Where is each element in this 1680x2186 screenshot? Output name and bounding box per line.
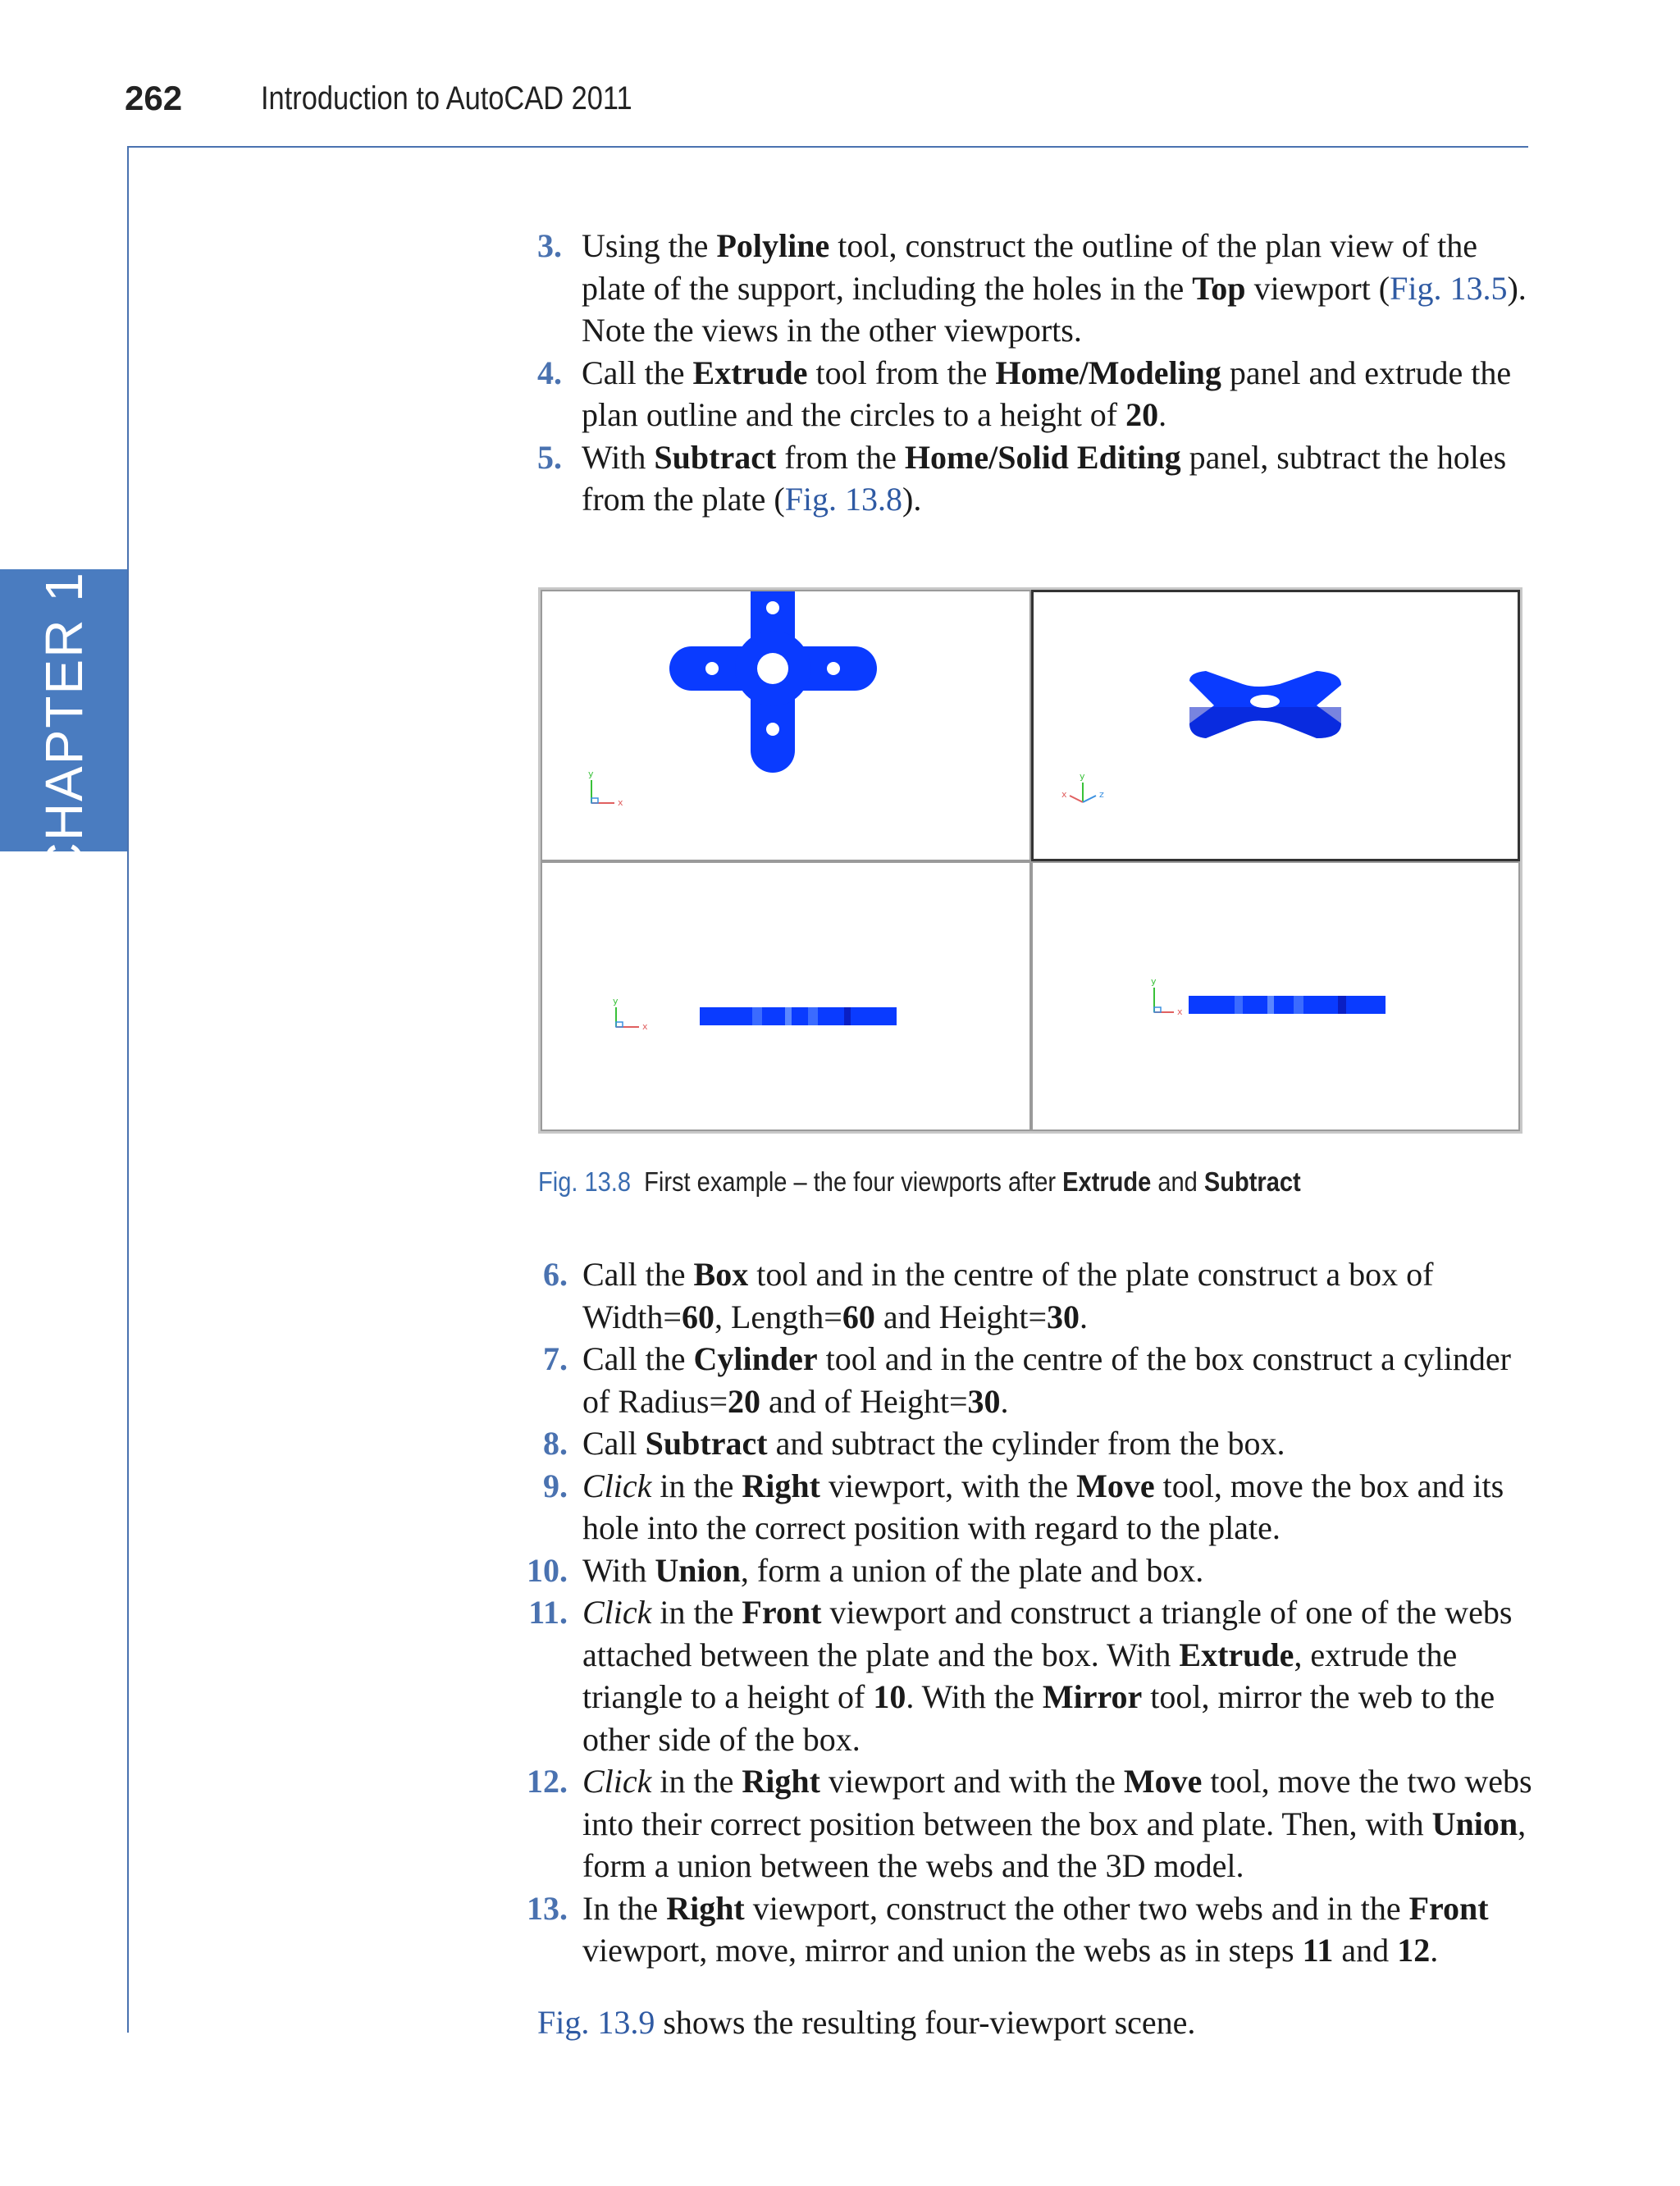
ucs-x-label: x xyxy=(618,797,623,808)
step-bold-term: 20 xyxy=(1125,396,1159,433)
caption-and: and xyxy=(1151,1166,1204,1197)
step-text: tool and in the centre of the box construct a cylinder of Radius xyxy=(582,1340,1511,1420)
step-text: = xyxy=(1028,1298,1048,1335)
step-bold-term: 30 xyxy=(1047,1298,1080,1335)
ucs-y-label: y xyxy=(1151,976,1157,987)
step-bold-term: 12 xyxy=(1397,1932,1431,1969)
step-bold-term: 20 xyxy=(728,1382,760,1420)
step-text: , Length xyxy=(714,1298,824,1335)
step-text: viewport and with the xyxy=(819,1763,1124,1800)
step-text: viewport ( xyxy=(1245,269,1390,307)
step-text: tool, move the two webs into their correct position between the box and plate. Then, with xyxy=(582,1763,1532,1842)
step-text: tool from the xyxy=(807,354,996,391)
step-text: . xyxy=(1000,1382,1009,1420)
step-text: in the xyxy=(651,1763,742,1800)
step-number: 13. xyxy=(527,1889,568,1927)
step-bold-term: Top xyxy=(1192,269,1246,307)
step-text: viewport, with the xyxy=(819,1467,1077,1504)
step-bold-term: Extrude xyxy=(692,354,808,391)
step-bold-term: 10 xyxy=(873,1678,906,1715)
ucs-x-label: x xyxy=(1061,789,1067,800)
step-number: 11. xyxy=(528,1594,568,1631)
step-text: in the xyxy=(651,1467,742,1504)
ucs-z-label: z xyxy=(1099,789,1104,800)
viewport-front[interactable] xyxy=(541,861,1031,1131)
header-rule xyxy=(127,146,1528,148)
step-text: ). Note the views in the other viewports. xyxy=(582,269,1527,349)
step-text: . xyxy=(1430,1932,1439,1969)
step-bold-term: Move xyxy=(1076,1467,1155,1504)
margin-rule xyxy=(127,146,129,2033)
plate-front-elevation xyxy=(700,1007,897,1025)
step-text: . xyxy=(1158,396,1167,433)
step-bold-term: Subtract xyxy=(654,438,777,476)
step-italic-term: Click xyxy=(582,1763,652,1800)
step-text: viewport and construct a triangle of one of the webs attached between the plate and the box. With xyxy=(582,1594,1513,1673)
step-bold-term: Union xyxy=(1431,1805,1518,1842)
step-number: 8. xyxy=(543,1425,568,1462)
step-bold-term: Cylinder xyxy=(693,1340,818,1377)
step-text: = xyxy=(663,1298,682,1335)
step-item xyxy=(525,1253,1534,1338)
step-item xyxy=(537,225,1534,352)
step-bold-term: 60 xyxy=(681,1298,714,1335)
chapter-tab xyxy=(0,540,127,881)
step-item xyxy=(525,1422,1534,1465)
step-bold-term: Subtract xyxy=(645,1425,768,1462)
running-title: Introduction to AutoCAD 2011 xyxy=(261,80,632,116)
step-text: ). xyxy=(902,481,922,518)
step-text: tool, mirror the web to the other side of the box. xyxy=(582,1678,1495,1758)
caption-text: First example – the four viewports after xyxy=(644,1166,1063,1197)
step-text: in the xyxy=(651,1594,742,1631)
step-bold-term: Polyline xyxy=(716,227,830,264)
step-number: 5. xyxy=(537,438,562,476)
ucs-y-label: y xyxy=(588,769,594,779)
step-item xyxy=(525,1591,1534,1760)
step-italic-term: Click xyxy=(582,1594,652,1631)
step-bold-term: Box xyxy=(693,1256,749,1293)
ucs-x-label: x xyxy=(1177,1006,1183,1017)
plate-3d-view xyxy=(1189,671,1341,738)
viewport-right[interactable] xyxy=(1031,861,1520,1131)
figure-four-viewports xyxy=(538,587,1522,1134)
caption-bold-extrude: Extrude xyxy=(1062,1166,1152,1197)
step-text: In the xyxy=(582,1889,667,1927)
closing-sentence xyxy=(537,2001,1195,2044)
step-bold-term: 60 xyxy=(842,1298,875,1335)
plate-plan-view xyxy=(669,591,877,773)
plate-side-elevation xyxy=(1189,996,1386,1014)
figure-reference-link[interactable]: Fig. 13.5 xyxy=(1390,269,1508,307)
step-item xyxy=(537,352,1534,436)
step-text: Call the xyxy=(582,354,693,391)
step-text: . With the xyxy=(906,1678,1043,1715)
step-bold-term: Right xyxy=(742,1763,820,1800)
step-text: , form a union between the webs and the 3D model. xyxy=(582,1805,1527,1884)
step-text: . xyxy=(1080,1298,1089,1335)
step-text: = xyxy=(709,1382,728,1420)
step-text: and xyxy=(1333,1932,1398,1969)
fig-13-9-link[interactable]: Fig. 13.9 xyxy=(537,2004,655,2041)
ucs-y-label: y xyxy=(1080,771,1085,782)
step-bold-term: Move xyxy=(1123,1763,1203,1800)
caption-figure-number[interactable]: Fig. 13.8 xyxy=(538,1166,632,1197)
step-item xyxy=(525,1465,1534,1549)
step-bold-term: Right xyxy=(666,1889,745,1927)
caption-bold-subtract: Subtract xyxy=(1203,1166,1301,1197)
step-text: tool and in the centre of the plate construct a box of Width xyxy=(582,1256,1434,1335)
page-number: 262 xyxy=(125,79,183,117)
closing-text: shows the resulting four-viewport scene. xyxy=(655,2004,1196,2041)
step-text: , form a union of the plate and box. xyxy=(740,1551,1204,1589)
step-text: Using the xyxy=(582,227,717,264)
step-text: Call the xyxy=(582,1256,694,1293)
step-item xyxy=(537,436,1534,521)
step-bold-term: 30 xyxy=(967,1382,1001,1420)
step-text: With xyxy=(582,438,655,476)
chapter-tab-label: CHAPTER 13 xyxy=(34,540,94,881)
step-bold-term: Home/Modeling xyxy=(995,354,1221,391)
figure-caption xyxy=(538,1166,1301,1198)
steps-list-bottom xyxy=(525,1253,1534,1972)
step-text: and of Height xyxy=(760,1382,949,1420)
step-text: Call xyxy=(582,1425,646,1462)
step-number: 7. xyxy=(543,1340,568,1377)
step-bold-term: Home/Solid Editing xyxy=(904,438,1181,476)
step-bold-term: Mirror xyxy=(1042,1678,1143,1715)
step-bold-term: Right xyxy=(742,1467,820,1504)
step-text: = xyxy=(948,1382,968,1420)
step-italic-term: Click xyxy=(582,1467,652,1504)
step-number: 3. xyxy=(537,227,562,264)
step-bold-term: Front xyxy=(1408,1889,1489,1927)
figure-reference-link[interactable]: Fig. 13.8 xyxy=(784,481,903,518)
step-number: 9. xyxy=(543,1467,568,1504)
step-item xyxy=(525,1760,1534,1887)
step-bold-term: 11 xyxy=(1302,1932,1334,1969)
step-text: viewport, move, mirror and union the webs as in steps xyxy=(582,1932,1303,1969)
step-text: Call the xyxy=(582,1340,694,1377)
step-text: tool, move the box and its hole into the correct position with regard to the plate. xyxy=(582,1467,1504,1546)
steps-list-top xyxy=(537,225,1534,521)
step-text: , extrude the triangle to a height of xyxy=(582,1636,1458,1715)
viewport-isometric[interactable] xyxy=(1031,590,1520,861)
step-text: and Height xyxy=(874,1298,1029,1335)
step-item xyxy=(525,1549,1534,1592)
step-bold-term: Union xyxy=(655,1551,741,1589)
step-text: With xyxy=(582,1551,655,1589)
step-text: from the xyxy=(776,438,905,476)
viewport-top[interactable] xyxy=(541,590,1031,861)
step-bold-term: Front xyxy=(742,1594,822,1631)
ucs-y-label: y xyxy=(613,996,619,1006)
step-text: and subtract the cylinder from the box. xyxy=(767,1425,1285,1462)
step-number: 6. xyxy=(543,1256,568,1293)
ucs-x-label: x xyxy=(642,1021,648,1032)
step-number: 12. xyxy=(527,1763,568,1800)
step-item xyxy=(525,1338,1534,1422)
step-item xyxy=(525,1887,1534,1972)
step-text: panel and extrude the plan outline and the circles to a height of xyxy=(582,354,1512,433)
step-text: tool, construct the outline of the plan view of the plate of the support, including the holes in the xyxy=(582,227,1478,307)
step-text: viewport, construct the other two webs and in the xyxy=(744,1889,1409,1927)
step-bold-term: Extrude xyxy=(1179,1636,1294,1673)
step-number: 4. xyxy=(537,354,562,391)
ucs-icon xyxy=(588,769,623,808)
ucs-icon-right xyxy=(1151,976,1183,1017)
step-text: panel, subtract the holes from the plate ( xyxy=(582,438,1507,518)
ucs-icon-front xyxy=(613,996,648,1032)
step-text: = xyxy=(824,1298,842,1335)
step-number: 10. xyxy=(527,1551,568,1589)
ucs-icon-iso xyxy=(1061,771,1104,802)
